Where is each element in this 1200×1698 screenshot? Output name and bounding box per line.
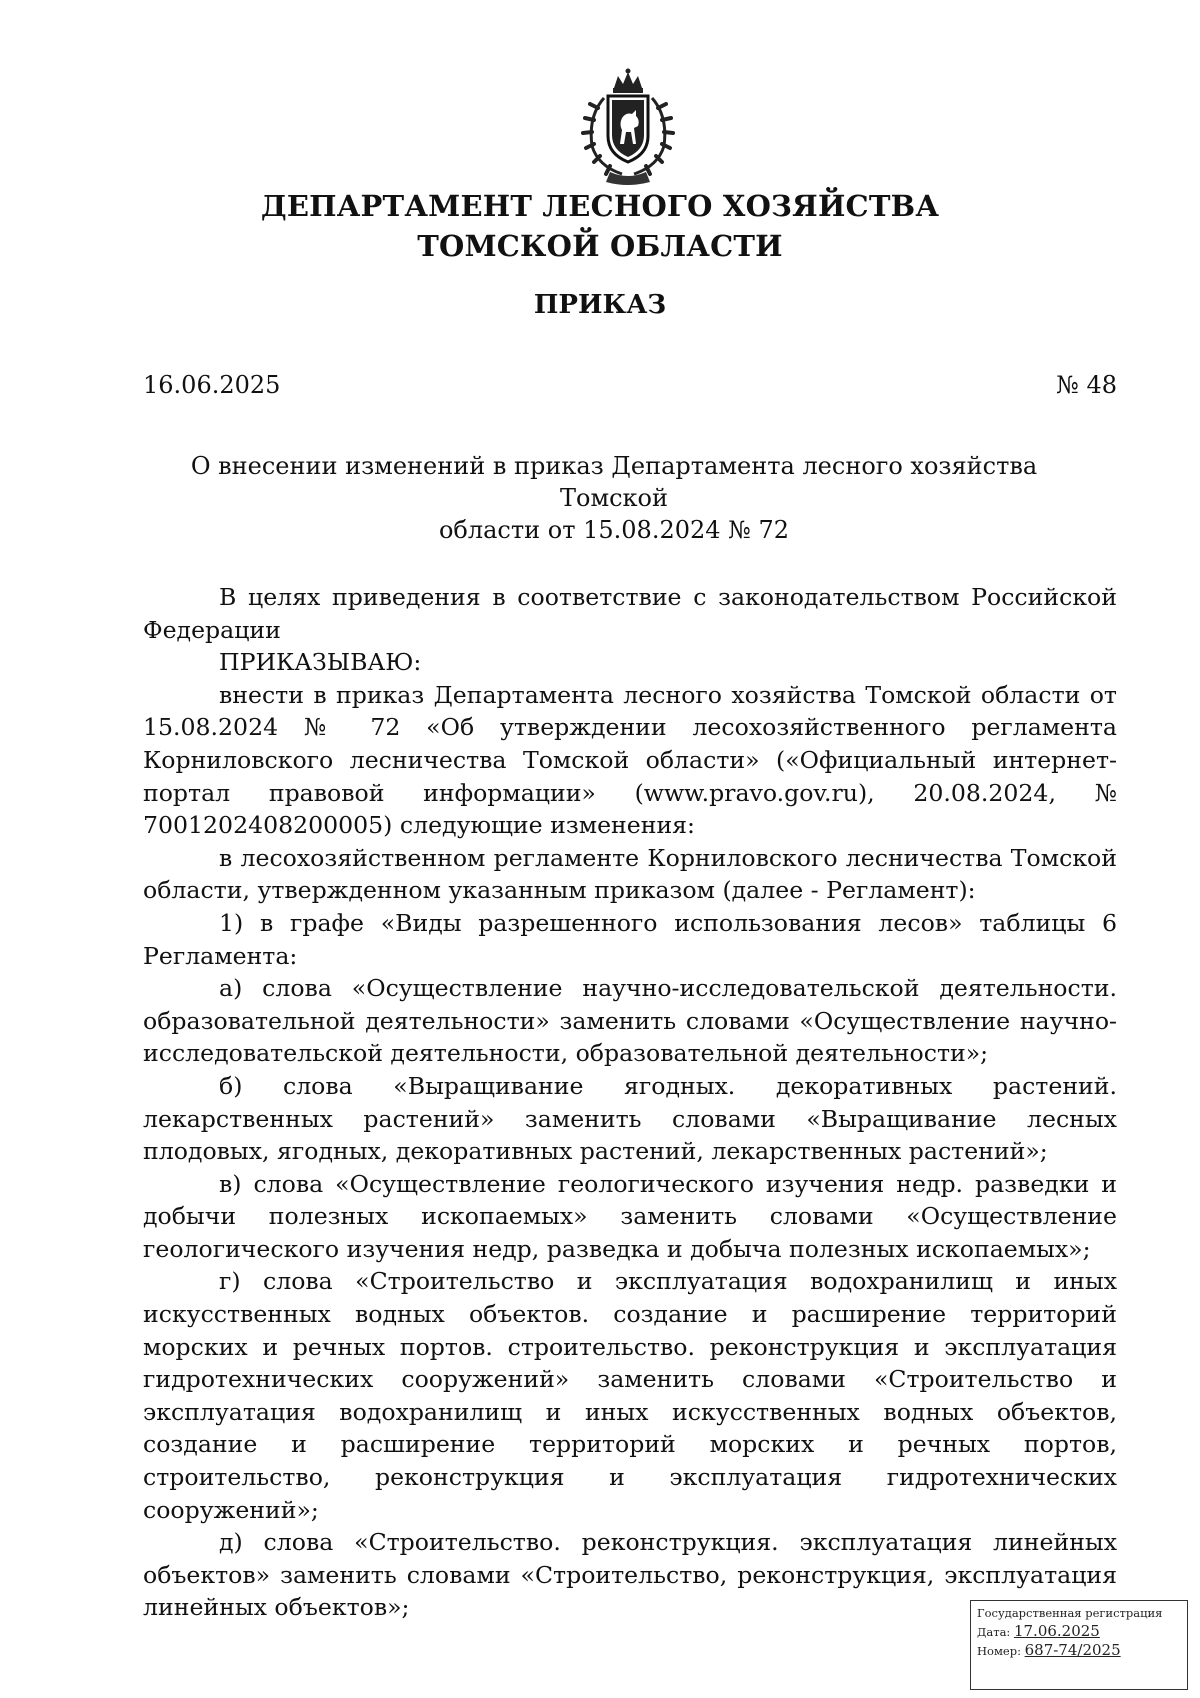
document-type: ПРИКАЗ <box>533 290 667 320</box>
paragraph: б) слова «Выращивание ягодных. декоративных растений. лекарственных растений» заменить словами «Выращивание лесных плодовых, ягодных, декоративных растений, лекарственных растений»; <box>143 1071 1117 1166</box>
document-subject <box>150 450 1078 546</box>
paragraph: а) слова «Осуществление научно-исследовательской деятельности. образовательной деятельности» заменить словами «Осуществление научно-исследовательской деятельности, образовательной деятельности»; <box>143 974 1117 1068</box>
subject-line-2: области от 15.08.2024 № 72 <box>438 516 790 544</box>
organization-line-2: ТОМСКОЙ ОБЛАСТИ <box>417 229 783 263</box>
paragraph: г) слова «Строительство и эксплуатация водохранилищ и иных искусственных водных объектов. создание и расширение территорий морских и речных портов. строительство. реконструкция и эксплуатация гидротехнических сооружений» заменить словами «Строительство и эксплуатация водохранилищ и иных искусственных водных объектов, создание и расширение территорий морских и речных портов, строительство, реконструкция и эксплуатация гидротехнических сооружений»; <box>143 1267 1117 1524</box>
registration-number-row <box>977 1641 1181 1660</box>
document-date: 16.06.2025 <box>143 371 281 399</box>
registration-number-value: 687-74/2025 <box>1024 1641 1121 1659</box>
registration-title: Государственная регистрация <box>977 1606 1163 1620</box>
coat-of-arms-emblem <box>570 68 686 190</box>
paragraph: в лесохозяйственном регламенте Корниловского лесничества Томской области, утвержденном указанным приказом (далее - Регламент): <box>143 843 1117 905</box>
registration-number-label: Номер: <box>977 1644 1021 1658</box>
subject-line-1: О внесении изменений в приказ Департамента лесного хозяйства Томской <box>190 452 1038 512</box>
paragraph: д) слова «Строительство. реконструкция. эксплуатация линейных объектов» заменить словами «Строительство, реконструкция, эксплуатация линейных объектов»; <box>143 1528 1117 1622</box>
paragraph: в) слова «Осуществление геологического изучения недр. разведки и добычи полезных ископаемых» заменить словами «Осуществление геологического изучения недр, разведка и добыча полезных ископаемых»; <box>143 1169 1117 1263</box>
organization-name <box>0 186 1200 266</box>
paragraph: внести в приказ Департамента лесного хозяйства Томской области от 15.08.2024 № 72 «Об утверждении лесохозяйственного регламента Корниловского лесничества Томской области» («Официальный интернет-портал правовой информации» (www.pravo.gov.ru), 20.08.2024, № 7001202408200005) следующие изменения: <box>143 680 1117 840</box>
registration-date-value: 17.06.2025 <box>1013 1622 1100 1640</box>
paragraph: 1) в графе «Виды разрешенного использования лесов» таблицы 6 Регламента: <box>143 908 1117 970</box>
registration-date-row <box>977 1622 1181 1641</box>
document-number: № 48 <box>1056 371 1117 399</box>
organization-line-1: ДЕПАРТАМЕНТ ЛЕСНОГО ХОЗЯЙСТВА <box>260 189 940 223</box>
document-body <box>143 581 1117 1624</box>
registration-stamp <box>970 1600 1188 1690</box>
paragraph: В целях приведения в соответствие с законодательством Российской Федерации <box>143 583 1117 644</box>
paragraph: ПРИКАЗЫВАЮ: <box>219 648 422 677</box>
registration-date-label: Дата: <box>977 1625 1011 1639</box>
